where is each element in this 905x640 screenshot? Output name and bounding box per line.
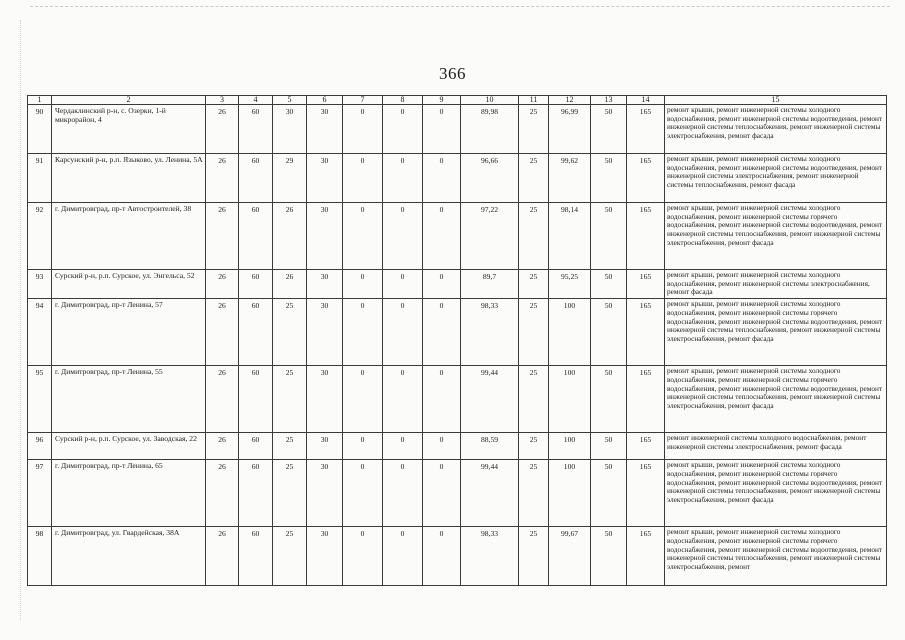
cell-col-7: 0 (343, 366, 383, 433)
cell-col-6: 30 (307, 460, 343, 527)
cell-col-6: 30 (307, 299, 343, 366)
cell-col-7: 0 (343, 154, 383, 203)
cell-address: Сурский р-н, р.п. Сурское, ул. Заводская, 22 (52, 433, 206, 460)
cell-works-list: ремонт крыши, ремонт инженерной системы холодного водоснабжения, ремонт инженерной системы горячего водоснабжения, ремонт инженерной системы водоотведения, ремонт инженерной системы теплоснабжения, ремонт инженерной системы электроснабжения, ремонт фасада (665, 460, 887, 527)
column-header-1: 1 (28, 96, 52, 105)
cell-col-9: 0 (423, 460, 461, 527)
cell-col-9: 0 (423, 299, 461, 366)
table-row (28, 433, 887, 460)
cell-col-4: 60 (239, 105, 273, 154)
column-header-4: 4 (239, 96, 273, 105)
cell-col-10: 97,22 (461, 203, 519, 270)
column-header-10: 10 (461, 96, 519, 105)
cell-col-7: 0 (343, 527, 383, 586)
column-header-3: 3 (206, 96, 239, 105)
cell-col-7: 0 (343, 433, 383, 460)
cell-col-12: 95,25 (549, 270, 591, 299)
cell-col-12: 100 (549, 366, 591, 433)
cell-col-6: 30 (307, 203, 343, 270)
cell-col-13: 50 (591, 433, 627, 460)
cell-col-10: 99,44 (461, 366, 519, 433)
cell-col-12: 99,62 (549, 154, 591, 203)
cell-col-5: 26 (273, 270, 307, 299)
cell-works-list: ремонт крыши, ремонт инженерной системы холодного водоснабжения, ремонт инженерной системы горячего водоснабжения, ремонт инженерной системы водоотведения, ремонт инженерной системы теплоснабжения, ремонт инженерной системы электроснабжения, ремонт фасада (665, 366, 887, 433)
cell-col-12: 100 (549, 460, 591, 527)
cell-works-list: ремонт крыши, ремонт инженерной системы холодного водоснабжения, ремонт инженерной системы водоотведения, ремонт инженерной системы теплоснабжения, ремонт инженерной системы электроснабжения, ремонт фасада (665, 105, 887, 154)
cell-col-5: 25 (273, 366, 307, 433)
column-header-14: 14 (627, 96, 665, 105)
cell-works-list: ремонт крыши, ремонт инженерной системы холодного водоснабжения, ремонт инженерной системы электроснабжения, ремонт фасада (665, 270, 887, 299)
cell-col-14: 165 (627, 270, 665, 299)
cell-col-5: 30 (273, 105, 307, 154)
cell-col-6: 30 (307, 154, 343, 203)
cell-col-13: 50 (591, 299, 627, 366)
cell-row-number: 96 (28, 433, 52, 460)
cell-col-10: 96,66 (461, 154, 519, 203)
cell-works-list: ремонт инженерной системы холодного водоснабжения, ремонт инженерной системы электроснабжения, ремонт фасада (665, 433, 887, 460)
cell-col-8: 0 (383, 105, 423, 154)
column-header-15: 15 (665, 96, 887, 105)
cell-col-6: 30 (307, 105, 343, 154)
cell-address: г. Димитровград, пр-т Ленина, 65 (52, 460, 206, 527)
cell-address: Чердаклинский р-н, с. Озерки, 1-й микрорайон, 4 (52, 105, 206, 154)
cell-col-11: 25 (519, 270, 549, 299)
cell-col-5: 25 (273, 460, 307, 527)
table-row (28, 270, 887, 299)
cell-col-6: 30 (307, 527, 343, 586)
cell-col-8: 0 (383, 366, 423, 433)
cell-address: г. Димитровград, пр-т Автостроителей, 38 (52, 203, 206, 270)
column-header-7: 7 (343, 96, 383, 105)
cell-col-13: 50 (591, 270, 627, 299)
cell-col-13: 50 (591, 154, 627, 203)
table-row (28, 460, 887, 527)
cell-col-5: 25 (273, 299, 307, 366)
cell-col-4: 60 (239, 433, 273, 460)
column-header-5: 5 (273, 96, 307, 105)
cell-col-13: 50 (591, 105, 627, 154)
cell-col-7: 0 (343, 105, 383, 154)
column-header-6: 6 (307, 96, 343, 105)
cell-col-7: 0 (343, 270, 383, 299)
cell-col-4: 60 (239, 460, 273, 527)
cell-col-12: 100 (549, 433, 591, 460)
cell-col-13: 50 (591, 203, 627, 270)
cell-address: Карсунский р-н, р.п. Языково, ул. Ленина, 5А (52, 154, 206, 203)
cell-col-12: 98,14 (549, 203, 591, 270)
cell-col-6: 30 (307, 366, 343, 433)
cell-col-14: 165 (627, 460, 665, 527)
table-container (27, 95, 886, 586)
table-row (28, 154, 887, 203)
column-header-9: 9 (423, 96, 461, 105)
cell-works-list: ремонт крыши, ремонт инженерной системы холодного водоснабжения, ремонт инженерной системы горячего водоснабжения, ремонт инженерной системы водоотведения, ремонт инженерной системы теплоснабжения, ремонт инженерной системы электроснабжения, ремонт (665, 527, 887, 586)
cell-col-4: 60 (239, 527, 273, 586)
column-header-8: 8 (383, 96, 423, 105)
cell-col-14: 165 (627, 433, 665, 460)
cell-row-number: 90 (28, 105, 52, 154)
cell-col-9: 0 (423, 203, 461, 270)
cell-row-number: 95 (28, 366, 52, 433)
cell-col-14: 165 (627, 154, 665, 203)
cell-col-11: 25 (519, 366, 549, 433)
cell-address: г. Димитровград, ул. Гвардейская, 38А (52, 527, 206, 586)
cell-col-6: 30 (307, 433, 343, 460)
cell-col-3: 26 (206, 527, 239, 586)
cell-col-7: 0 (343, 460, 383, 527)
cell-col-3: 26 (206, 154, 239, 203)
cell-col-5: 26 (273, 203, 307, 270)
cell-col-6: 30 (307, 270, 343, 299)
cell-col-11: 25 (519, 433, 549, 460)
cell-col-13: 50 (591, 460, 627, 527)
cell-col-3: 26 (206, 105, 239, 154)
cell-col-10: 89,98 (461, 105, 519, 154)
cell-col-3: 26 (206, 203, 239, 270)
cell-row-number: 97 (28, 460, 52, 527)
cell-works-list: ремонт крыши, ремонт инженерной системы холодного водоснабжения, ремонт инженерной системы горячего водоснабжения, ремонт инженерной системы водоотведения, ремонт инженерной системы теплоснабжения, ремонт инженерной системы электроснабжения, ремонт фасада (665, 203, 887, 270)
table-row (28, 299, 887, 366)
cell-col-12: 96,99 (549, 105, 591, 154)
cell-col-13: 50 (591, 366, 627, 433)
table-row (28, 203, 887, 270)
table-body (28, 105, 887, 586)
cell-col-14: 165 (627, 105, 665, 154)
cell-row-number: 92 (28, 203, 52, 270)
table-row (28, 527, 887, 586)
cell-col-4: 60 (239, 299, 273, 366)
cell-col-9: 0 (423, 105, 461, 154)
cell-col-8: 0 (383, 154, 423, 203)
cell-address: Сурский р-н, р.п. Сурское, ул. Энгельса, 52 (52, 270, 206, 299)
cell-col-5: 29 (273, 154, 307, 203)
page-edge-left (20, 20, 21, 620)
cell-col-13: 50 (591, 527, 627, 586)
cell-col-5: 25 (273, 433, 307, 460)
cell-col-11: 25 (519, 460, 549, 527)
cell-col-10: 98,33 (461, 527, 519, 586)
cell-address: г. Димитровград, пр-т Ленина, 55 (52, 366, 206, 433)
cell-col-12: 99,67 (549, 527, 591, 586)
cell-row-number: 98 (28, 527, 52, 586)
cell-col-14: 165 (627, 299, 665, 366)
cell-col-14: 165 (627, 203, 665, 270)
table-row (28, 366, 887, 433)
page-number: 366 (439, 64, 466, 83)
cell-col-12: 100 (549, 299, 591, 366)
cell-col-4: 60 (239, 203, 273, 270)
cell-col-10: 98,33 (461, 299, 519, 366)
cell-col-9: 0 (423, 433, 461, 460)
cell-works-list: ремонт крыши, ремонт инженерной системы холодного водоснабжения, ремонт инженерной системы горячего водоснабжения, ремонт инженерной системы водоотведения, ремонт инженерной системы теплоснабжения, ремонт инженерной системы электроснабжения, ремонт фасада (665, 299, 887, 366)
cell-works-list: ремонт крыши, ремонт инженерной системы холодного водоснабжения, ремонт инженерной системы водоотведения, ремонт инженерной системы электроснабжения, ремонт инженерной системы теплоснабжения, ремонт фасада (665, 154, 887, 203)
column-header-12: 12 (549, 96, 591, 105)
column-header-13: 13 (591, 96, 627, 105)
cell-col-3: 26 (206, 299, 239, 366)
cell-col-11: 25 (519, 299, 549, 366)
cell-col-3: 26 (206, 270, 239, 299)
cell-col-8: 0 (383, 299, 423, 366)
page-edge-top (30, 6, 890, 7)
cell-col-10: 89,7 (461, 270, 519, 299)
cell-col-8: 0 (383, 203, 423, 270)
cell-col-9: 0 (423, 270, 461, 299)
header-row (28, 96, 887, 105)
cell-col-7: 0 (343, 203, 383, 270)
cell-col-8: 0 (383, 460, 423, 527)
cell-col-5: 25 (273, 527, 307, 586)
cell-col-4: 60 (239, 154, 273, 203)
cell-row-number: 93 (28, 270, 52, 299)
cell-col-8: 0 (383, 270, 423, 299)
cell-col-14: 165 (627, 366, 665, 433)
cell-col-11: 25 (519, 527, 549, 586)
cell-col-10: 88,59 (461, 433, 519, 460)
cell-col-9: 0 (423, 527, 461, 586)
cell-col-11: 25 (519, 154, 549, 203)
cell-col-8: 0 (383, 527, 423, 586)
cell-col-9: 0 (423, 154, 461, 203)
repair-table (27, 95, 887, 586)
cell-col-11: 25 (519, 105, 549, 154)
cell-row-number: 94 (28, 299, 52, 366)
cell-col-14: 165 (627, 527, 665, 586)
cell-col-10: 99,44 (461, 460, 519, 527)
cell-col-7: 0 (343, 299, 383, 366)
cell-col-4: 60 (239, 366, 273, 433)
cell-col-3: 26 (206, 433, 239, 460)
cell-col-3: 26 (206, 460, 239, 527)
cell-col-8: 0 (383, 433, 423, 460)
cell-col-3: 26 (206, 366, 239, 433)
column-header-2: 2 (52, 96, 206, 105)
cell-col-9: 0 (423, 366, 461, 433)
cell-col-11: 25 (519, 203, 549, 270)
column-header-11: 11 (519, 96, 549, 105)
cell-col-4: 60 (239, 270, 273, 299)
cell-row-number: 91 (28, 154, 52, 203)
table-row (28, 105, 887, 154)
cell-address: г. Димитровград, пр-т Ленина, 57 (52, 299, 206, 366)
